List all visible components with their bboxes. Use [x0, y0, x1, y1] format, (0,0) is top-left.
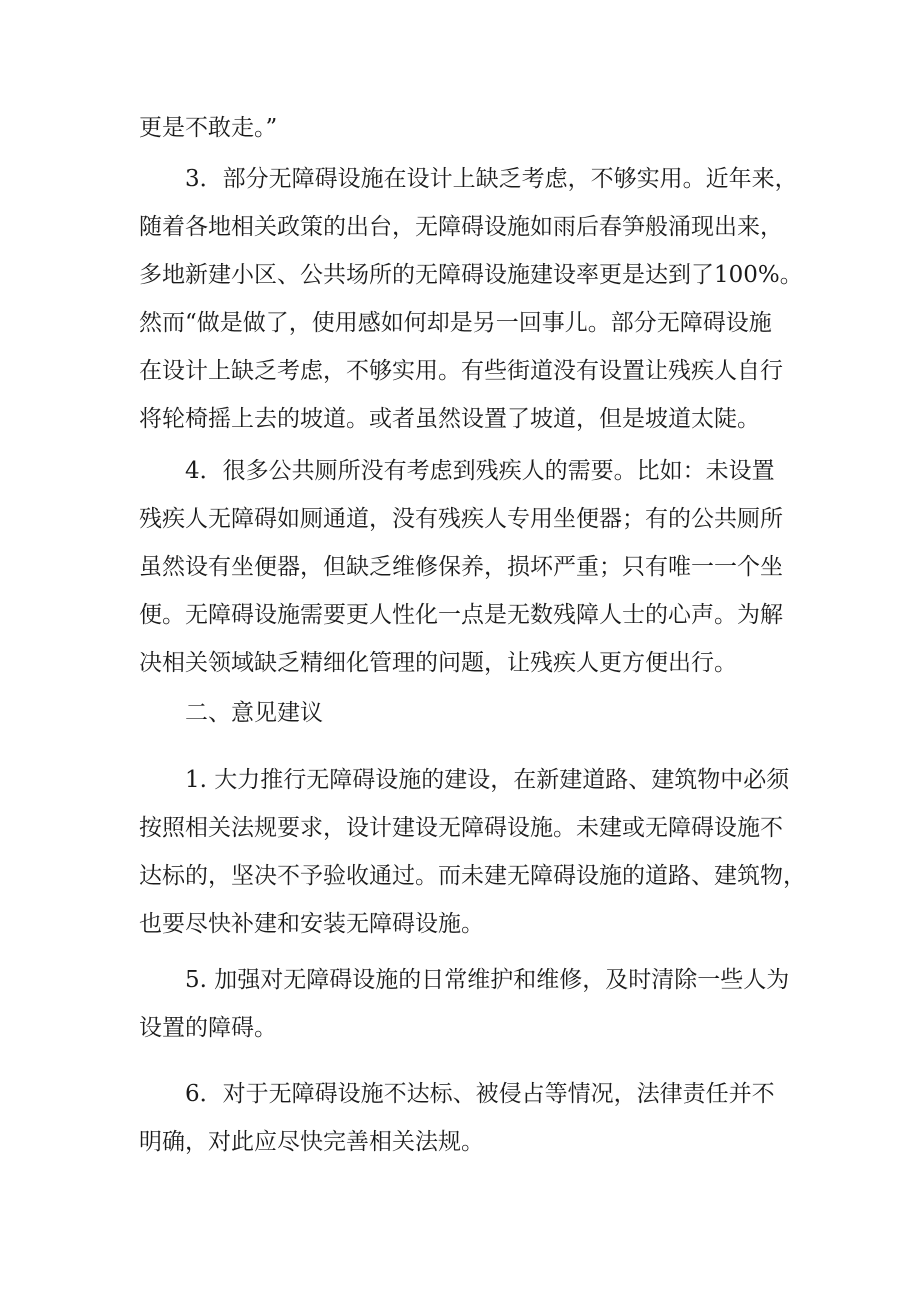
paragraph-suggestion-6 — [139, 1070, 789, 1166]
text-line: 便。无障碍设施需要更人性化一点是无数残障人士的心声。为解 — [139, 602, 783, 628]
text-line: 按照相关法规要求，设计建设无障碍设施。未建或无障碍设施不 — [139, 815, 783, 841]
text-line: 残疾人无障碍如厕通道，没有残疾人专用坐便器；有的公共厕所 — [139, 506, 783, 532]
text-line: 在设计上缺乏考虑，不够实用。有些街道没有设置让残疾人自行 — [139, 358, 783, 384]
text-line: 随着各地相关政策的出台，无障碍设施如雨后春笋般涌现出来， — [139, 214, 783, 240]
text-line: 多地新建小区、公共场所的无障碍设施建设率更是达到了100%。 — [139, 262, 803, 288]
text-line: 1. 大力推行无障碍设施的建设，在新建道路、建筑物中必须 — [185, 767, 790, 793]
text-line: 3．部分无障碍设施在设计上缺乏考虑，不够实用。近年来， — [185, 166, 798, 192]
text-line: 也要尽快补建和安装无障碍设施。 — [139, 911, 484, 937]
text-line: 将轮椅摇上去的坡道。或者虽然设置了坡道，但是坡道太陡。 — [139, 406, 760, 432]
paragraph-suggestion-5 — [139, 956, 789, 1052]
paragraph-item-4 — [139, 447, 789, 687]
text-line: 决相关领域缺乏精细化管理的问题，让残疾人更方便出行。 — [139, 650, 737, 676]
text-line: 然而“做是做了，使用感如何却是另一回事儿。部分无障碍设施 — [139, 310, 772, 336]
heading-text: 二、意见建议 — [185, 700, 323, 726]
section-heading — [139, 689, 789, 737]
text-line: 达标的，坚决不予验收通过。而未建无障碍设施的道路、建筑物， — [139, 863, 806, 889]
text-line: 6．对于无障碍设施不达标、被侵占等情况，法律责任并不 — [185, 1081, 775, 1107]
paragraph-suggestion-1 — [139, 756, 806, 948]
text-line: 4．很多公共厕所没有考虑到残疾人的需要。比如：未设置 — [185, 458, 775, 484]
paragraph-continuation — [139, 104, 789, 152]
text-line: 更是不敢走。” — [139, 115, 278, 141]
paragraph-item-3 — [139, 155, 803, 443]
text-line: 明确，对此应尽快完善相关法规。 — [139, 1129, 484, 1155]
text-line: 虽然设有坐便器，但缺乏维修保养，损坏严重；只有唯一一个坐 — [139, 554, 783, 580]
text-line: 设置的障碍。 — [139, 1015, 277, 1041]
text-line: 5. 加强对无障碍设施的日常维护和维修，及时清除一些人为 — [185, 967, 790, 993]
